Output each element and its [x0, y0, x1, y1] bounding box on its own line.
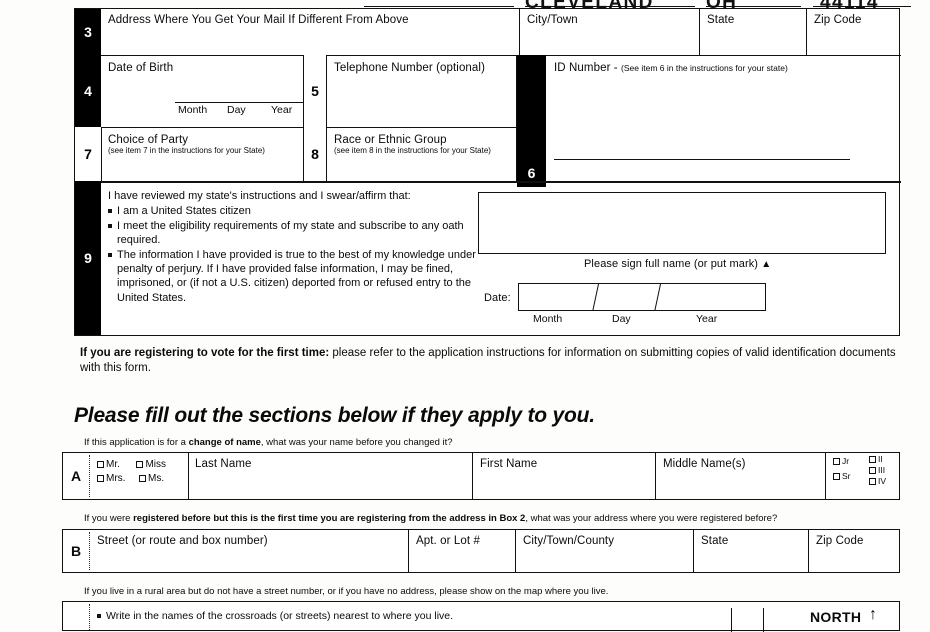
checkbox-jr[interactable] [833, 458, 840, 465]
box-6-note: (See item 6 in the instructions for your state) [621, 63, 788, 73]
section-a-last-name-input[interactable] [195, 472, 465, 498]
signature-caption: Please sign full name (or put mark) ▲ [584, 258, 772, 270]
section-a-first-name-label: First Name [480, 458, 538, 470]
section-b-apt-label: Apt. or Lot # [416, 535, 480, 547]
north-label: NORTH [810, 609, 862, 625]
checkbox-mr[interactable] [97, 461, 104, 468]
box-4-label: Date of Birth [108, 62, 174, 74]
signature-input[interactable] [478, 192, 886, 254]
box-8-label: Race or Ethnic Group [334, 134, 447, 146]
checkbox-ms[interactable] [139, 475, 146, 482]
oath-text [108, 189, 478, 305]
label-ii: II [878, 454, 883, 464]
id-number-input[interactable] [554, 77, 884, 167]
section-c-question: If you live in a rural area but do not have a street number, or if you have no address, please show on the map where you live. [84, 586, 609, 597]
first-time-notice-rest: please refer to the application instructions for information on submitting copies of valid identification documents with this form. [80, 347, 896, 374]
box-6-label: ID Number - (See item 6 in the instructions for your state) [554, 62, 788, 74]
label-mr: Mr. [106, 459, 120, 470]
section-a-middle-name-label: Middle Name(s) [663, 458, 746, 470]
section-b-apt-input[interactable] [416, 549, 506, 571]
date-label: Date: [484, 292, 511, 304]
section-b-city-label: City/Town/County [523, 535, 615, 547]
section-b-zip-label: Zip Code [816, 535, 864, 547]
section-c-bullet: Write in the names of the crossroads (or streets) nearest to where you live. [97, 609, 597, 623]
signature-date-input[interactable] [518, 283, 766, 311]
label-jr: Jr [842, 456, 850, 466]
box-3-city-town-input[interactable] [527, 27, 695, 55]
box-5-label: Telephone Number (optional) [334, 62, 486, 74]
box-3-zip-code-input[interactable] [814, 27, 894, 55]
section-a-table [62, 452, 900, 500]
race-ethnic-group-input[interactable] [334, 158, 514, 181]
checkbox-iii[interactable] [869, 467, 876, 474]
section-a-question: If this application is for a change of name, what was your name before you changed it? [84, 437, 453, 448]
checkbox-mrs[interactable] [97, 475, 104, 482]
label-sr: Sr [842, 471, 851, 481]
label-iv: IV [878, 476, 887, 486]
sig-date-month-caption: Month [533, 313, 563, 325]
signature-caption-arrow-icon: ▲ [761, 259, 772, 270]
checkbox-miss[interactable] [136, 461, 143, 468]
section-b-zip-input[interactable] [816, 549, 896, 571]
box-3-label: Address Where You Get Your Mail If Different From Above [108, 14, 409, 26]
section-b-street-label: Street (or route and box number) [97, 535, 268, 547]
label-ms: Ms. [148, 473, 165, 484]
box-3-state-label: State [707, 14, 735, 26]
checkbox-sr[interactable] [833, 473, 840, 480]
oath-bullet-1: I am a United States citizen [108, 204, 478, 218]
date-of-birth-input[interactable] [175, 71, 303, 99]
dob-day-caption: Day [227, 104, 246, 116]
section-a-suffix-jr-sr [833, 456, 869, 482]
checkbox-ii[interactable] [869, 456, 876, 463]
box-7-note: (see item 7 in the instructions for your State) [108, 146, 265, 155]
section-a-letter: A [70, 468, 82, 484]
section-a-middle-name-input[interactable] [663, 472, 823, 498]
section-c-instructions [97, 609, 597, 623]
dob-year-caption: Year [271, 104, 293, 116]
section-a-first-name-input[interactable] [480, 472, 650, 498]
box-9-number: 9 [75, 181, 101, 335]
sections-heading: Please fill out the sections below if they apply to you. [74, 404, 595, 427]
section-b-city-input[interactable] [523, 549, 683, 571]
box-3-number: 3 [75, 9, 101, 55]
choice-of-party-input[interactable] [108, 158, 298, 181]
box-3-city-town-label: City/Town [527, 14, 578, 26]
label-mrs: Mrs. [106, 473, 126, 484]
label-iii: III [878, 465, 886, 475]
first-time-notice-bold: If you are registering to vote for the first time: [80, 347, 330, 359]
first-time-notice [80, 346, 900, 376]
box-3-zip-code-label: Zip Code [814, 14, 862, 26]
section-b-letter: B [70, 543, 82, 559]
telephone-number-input[interactable] [334, 75, 514, 123]
sig-date-year-caption: Year [696, 313, 718, 325]
section-a-title-checkboxes [97, 458, 187, 486]
section-a-last-name-label: Last Name [195, 458, 252, 470]
box-8-note: (see item 8 in the instructions for your State) [334, 146, 491, 155]
label-miss: Miss [145, 459, 167, 470]
box-6-number: 6 [517, 55, 546, 187]
oath-bullet-3: The information I have provided is true to the best of my knowledge under penalty of perjury. If I have provided false information, I may be fined, imprisoned, or (if not a U.S. citizen) deported from or refused entry to the United States. [108, 248, 478, 306]
oath-intro: I have reviewed my state's instructions and I swear/affirm that: [108, 190, 411, 202]
section-b-state-input[interactable] [701, 549, 791, 571]
dob-month-caption: Month [178, 104, 208, 116]
section-b-table [62, 529, 900, 573]
box-7-number: 7 [75, 127, 101, 181]
sig-date-day-caption: Day [612, 313, 631, 325]
form-boxes-table [74, 8, 900, 336]
box-3-mailing-address-input[interactable] [108, 27, 518, 55]
oath-bullet-2: I meet the eligibility requirements of my state and subscribe to any oath required. [108, 219, 478, 248]
section-b-street-input[interactable] [97, 549, 397, 571]
section-a-suffix-roman [869, 454, 901, 487]
box-4-number: 4 [75, 55, 101, 127]
section-b-state-label: State [701, 535, 729, 547]
north-arrow-icon: ↑ [869, 606, 877, 623]
box-3-state-input[interactable] [707, 27, 795, 55]
section-c-table [62, 601, 900, 631]
box-5-number: 5 [304, 55, 326, 127]
box-8-number: 8 [304, 127, 326, 181]
section-b-question: If you were registered before but this is the first time you are registering from the address in Box 2, what was your address where you were registered before? [84, 513, 778, 524]
box-7-label: Choice of Party [108, 134, 189, 146]
checkbox-iv[interactable] [869, 478, 876, 485]
